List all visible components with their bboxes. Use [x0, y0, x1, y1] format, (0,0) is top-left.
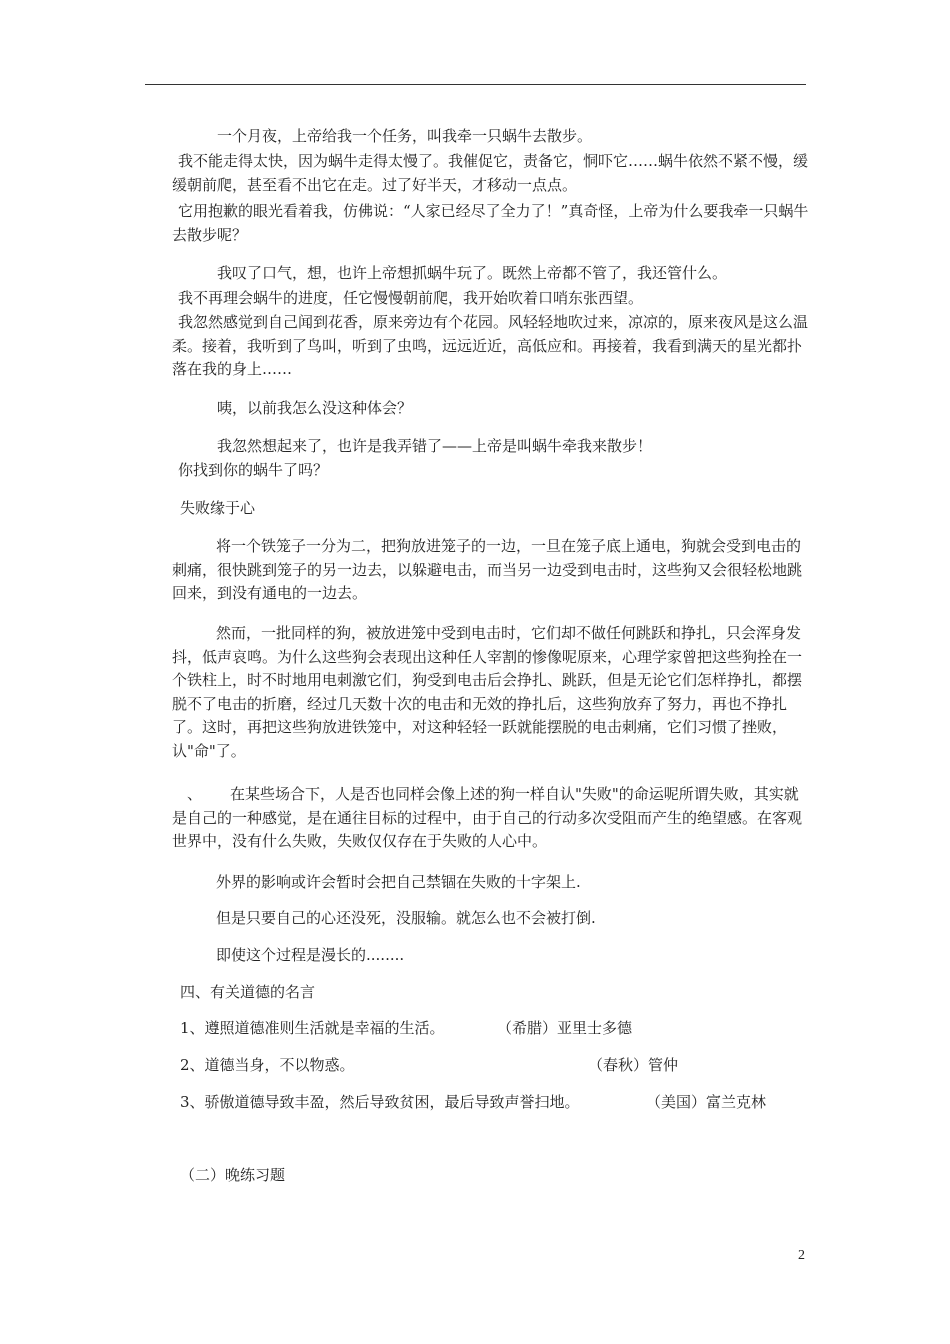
story1-paragraph-8: 我忽然想起来了，也许是我弄错了——上帝是叫蜗牛牵我来散步！: [217, 437, 653, 455]
quote-1-text: 1、遵照道德准则生活就是幸福的生活。: [180, 1019, 445, 1037]
story2-paragraph-5: 但是只要自己的心还没死，没服输。就怎么也不会被打倒.: [216, 909, 596, 927]
quote-2-source: （春秋）管仲: [588, 1056, 679, 1074]
quote-1-source: （希腊）亚里士多德: [497, 1019, 633, 1037]
section-2-title: （二）晚练习题: [180, 1166, 286, 1184]
quote-3-source: （美国）富兰克林: [646, 1093, 767, 1111]
story1-paragraph-2: 我不能走得太快，因为蜗牛走得太慢了。我催促它，责备它，恫吓它……蜗牛依然不紧不慢，缓缓朝前爬，甚至看不出它在走。过了好半天，才移动一点点。: [172, 152, 809, 194]
quote-2-text: 2、道德当身，不以物惑。: [180, 1056, 355, 1074]
story2-paragraph-1: 将一个铁笼子一分为二，把狗放进笼子的一边，一旦在笼子底上通电，狗就会受到电击的刺痛，很快跳到笼子的另一边去，以躲避电击，而当另一边受到电击时，这些狗又会很轻松地跳回来，到没有通电的一边去。: [172, 537, 803, 602]
page-number: 2: [798, 1248, 805, 1263]
story2-paragraph-6: 即使这个过程是漫长的........: [216, 946, 405, 964]
story1-paragraph-9: 你找到你的蜗牛了吗？: [178, 461, 329, 479]
story1-paragraph-5: 我不再理会蜗牛的进度，任它慢慢朝前爬，我开始吹着口哨东张西望。: [178, 289, 644, 307]
quote-3-text: 3、骄傲道德导致丰盈，然后导致贫困，最后导致声誉扫地。: [180, 1093, 580, 1111]
story2-title: 失败缘于心: [180, 499, 256, 517]
story2-paragraph-2: 然而，一批同样的狗，被放进笼中受到电击时，它们却不做任何跳跃和挣扎，只会浑身发抖，低声哀鸣。为什么这些狗会表现出这种任人宰割的惨像呢原来，心理学家曾把这些狗拴在一个铁柱上，时不时地用电刺激它们，狗受到电击后会挣扎、跳跃，但是无论它们怎样挣扎，都摆脱不了电击的折磨，经过几天数十次的电击和无效的挣扎后，这些狗放弃了努力，再也不挣扎了。这时，再把这些狗放进铁笼中，对这种轻轻一跃就能摆脱的电击刺痛，它们习惯了挫败，认"命"了。: [172, 624, 803, 760]
section4-heading: 四、有关道德的名言: [180, 983, 316, 1001]
story1-paragraph-1: 一个月夜，上帝给我一个任务，叫我牵一只蜗牛去散步。: [217, 127, 593, 145]
story1-paragraph-4: 我叹了口气，想，也许上帝想抓蜗牛玩了。既然上帝都不管了，我还管什么。: [217, 264, 728, 282]
story1-paragraph-6: 我忽然感觉到自己闻到花香，原来旁边有个花园。风轻轻地吹过来，凉凉的，原来夜风是这么温柔。接着，我听到了鸟叫，听到了虫鸣，远远近近，高低应和。再接着，我看到满天的星光都扑落在我的身上……: [172, 313, 809, 378]
story1-paragraph-3: 它用抱歉的眼光看着我，仿佛说：“人家已经尽了全力了！”真奇怪，上帝为什么要我牵一只蜗牛去散步呢？: [172, 202, 809, 244]
story2-paragraph-4: 外界的影响或许会暂时会把自己禁锢在失败的十字架上.: [216, 873, 581, 891]
story1-paragraph-7: 咦，以前我怎么没这种体会？: [217, 399, 413, 417]
header-rule: [145, 84, 806, 85]
story2-paragraph-3: 在某些场合下，人是否也同样会像上述的狗一样自认"失败"的命运呢所谓失败，其实就是自己的一种感觉，是在通往目标的过程中，由于自己的行动多次受阻而产生的绝望感。在客观世界中，没有什么失败，失败仅仅存在于失败的人心中。: [172, 785, 803, 850]
story2-paragraph-3-mark: 、: [187, 785, 203, 803]
